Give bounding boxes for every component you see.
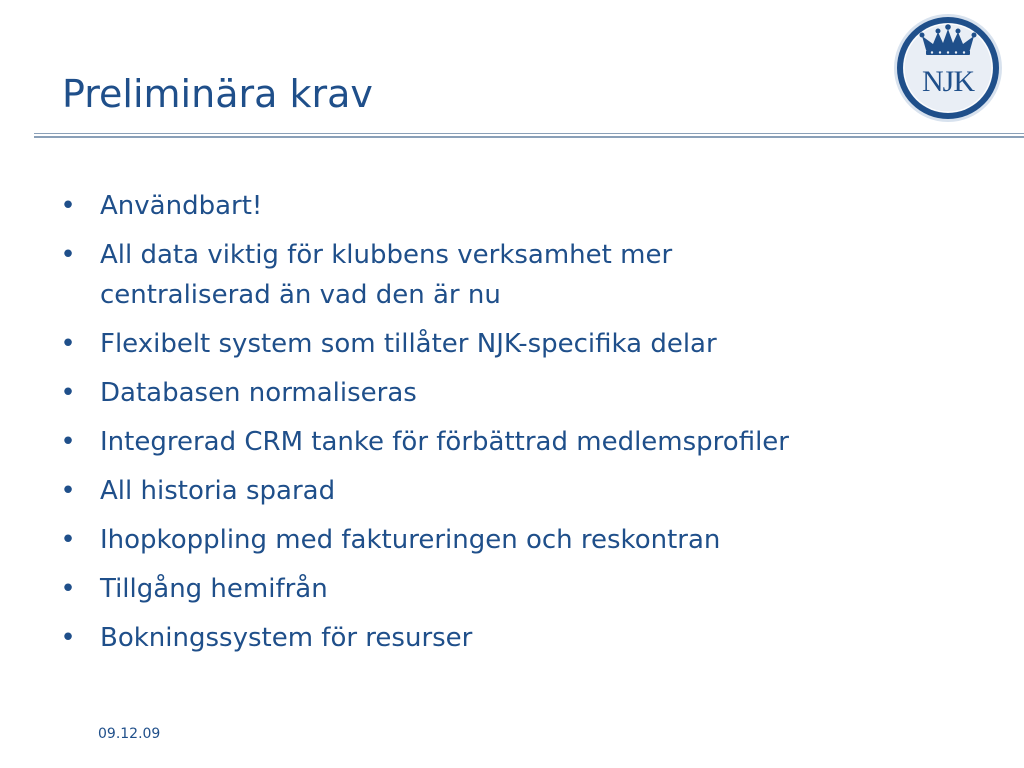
bullet-text: Ihopkoppling med faktureringen och reskontran — [100, 525, 721, 555]
slide-date: 09.12.09 — [98, 726, 161, 742]
bullet-item — [0, 618, 1024, 658]
bullet-marker: • — [60, 476, 76, 506]
bullet-item — [0, 520, 1024, 560]
bullet-text: Bokningssystem för resurser — [100, 623, 473, 653]
bullet-text: All historia sparad — [100, 476, 336, 506]
bullet-text: Tillgång hemifrån — [100, 574, 328, 604]
bullet-list — [0, 186, 1024, 667]
bullet-item — [0, 186, 1024, 226]
bullet-marker: • — [60, 378, 76, 408]
bullet-text: All data viktig för klubbens verksamhet mer centraliserad än vad den är nu — [100, 240, 673, 310]
bullet-marker: • — [60, 525, 76, 555]
bullet-marker: • — [60, 574, 76, 604]
bullet-marker: • — [60, 329, 76, 359]
njk-crown-logo-icon — [892, 12, 1004, 124]
bullet-text: Integrerad CRM tanke för förbättrad medlemsprofiler — [100, 427, 789, 457]
bullet-text: Användbart! — [100, 191, 263, 221]
bullet-marker: • — [60, 623, 76, 653]
bullet-item — [0, 235, 790, 315]
bullet-item — [0, 569, 1024, 609]
bullet-item — [0, 373, 1024, 413]
logo-text: NJK — [921, 65, 975, 98]
slide-title: Preliminära krav — [62, 72, 373, 116]
bullet-marker: • — [60, 240, 76, 270]
bullet-marker: • — [60, 191, 76, 221]
title-divider — [34, 133, 1024, 138]
bullet-item — [0, 324, 1024, 364]
bullet-marker: • — [60, 427, 76, 457]
bullet-item — [0, 422, 1024, 462]
bullet-item — [0, 471, 1024, 511]
bullet-text: Flexibelt system som tillåter NJK-specifika delar — [100, 329, 717, 359]
bullet-text: Databasen normaliseras — [100, 378, 417, 408]
